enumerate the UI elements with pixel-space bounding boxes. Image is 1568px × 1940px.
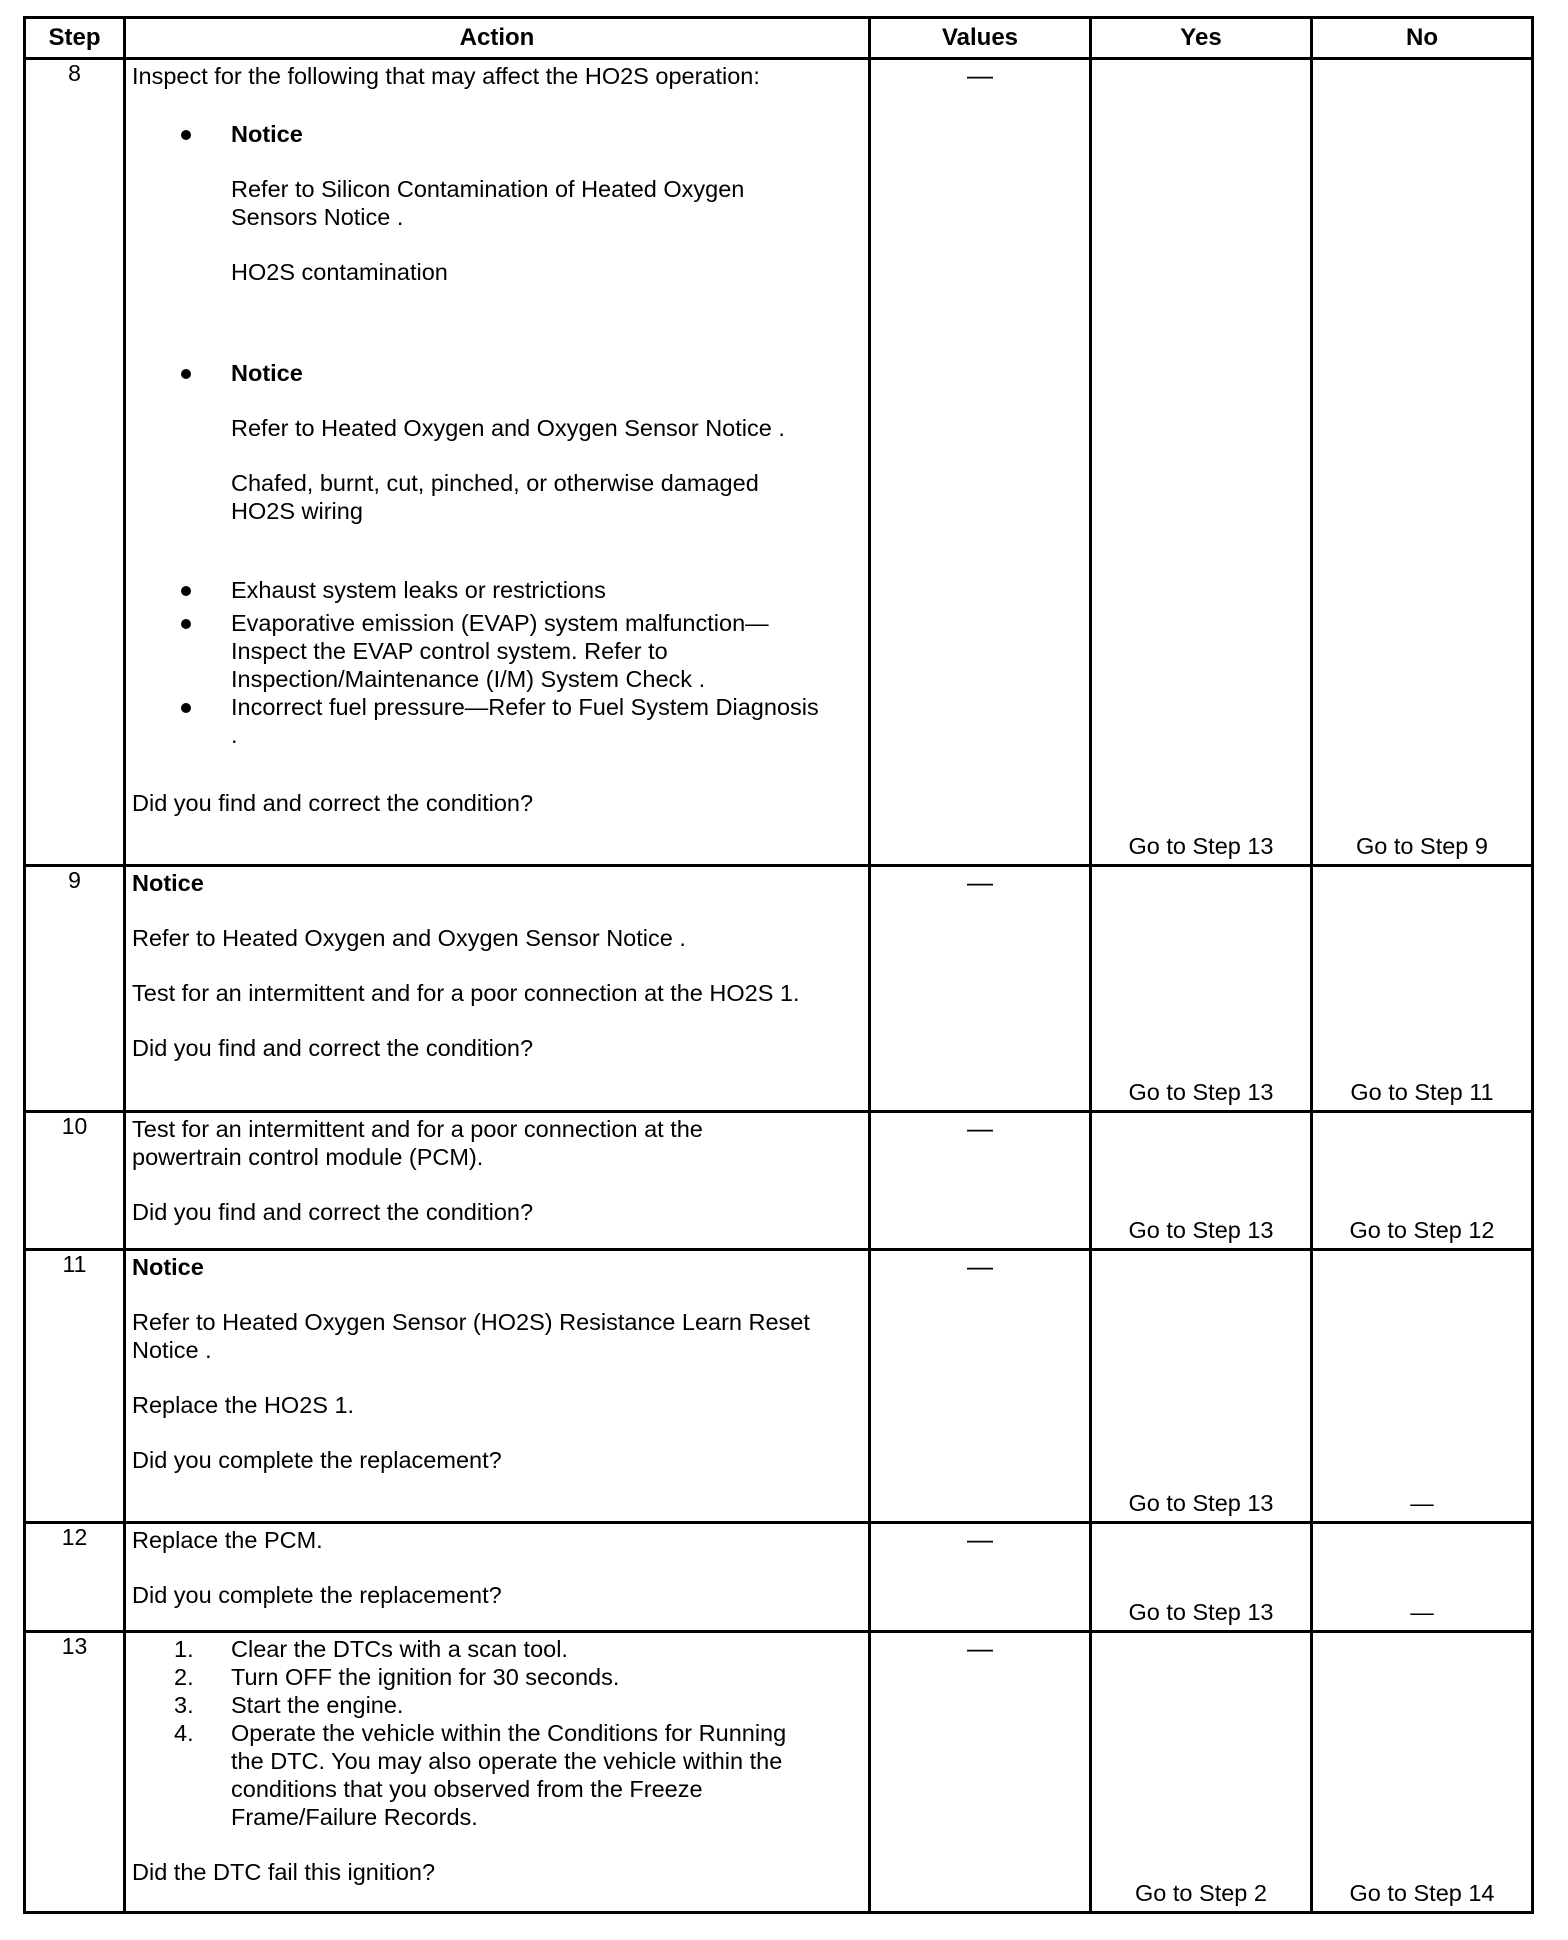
question-text: Did you complete the replacement? [132,1447,502,1473]
yes-link[interactable]: Go to Step 13 [1128,1599,1274,1625]
list-number: 3. [174,1692,194,1718]
action-cell [125,1112,870,1250]
yes-cell [1091,1112,1312,1250]
action-text: Replace the PCM. [132,1527,323,1553]
question-text: Did you find and correct the condition? [132,1035,534,1061]
step-number: 13 [25,1632,125,1913]
values-cell: — [870,1250,1091,1523]
table-row [25,866,1533,1112]
action-text: Refer to Heated Oxygen and Oxygen Sensor Notice . [132,925,686,951]
bullet-icon [181,130,191,140]
yes-cell [1091,866,1312,1112]
values-cell: — [870,1632,1091,1913]
action-text: Exhaust system leaks or restrictions [231,577,606,603]
step-number: 8 [25,59,125,866]
action-text: Refer to Silicon Contamination of Heated Oxygen [231,176,745,202]
no-link[interactable]: Go to Step 11 [1350,1079,1494,1105]
notice-heading: Notice [132,870,204,896]
no-link[interactable]: Go to Step 14 [1349,1880,1495,1906]
yes-link[interactable]: Go to Step 13 [1128,1490,1274,1516]
no-cell [1312,1632,1533,1913]
action-text: Inspect the EVAP control system. Refer to [231,638,668,664]
action-text: . [231,722,238,748]
header-step: Step [25,18,125,59]
yes-link[interactable]: Go to Step 2 [1135,1880,1267,1906]
action-text: HO2S contamination [231,259,448,285]
step-number: 11 [25,1250,125,1523]
header-row [25,18,1533,59]
table-row [25,1250,1533,1523]
action-text: HO2S wiring [231,498,363,524]
yes-link[interactable]: Go to Step 13 [1128,1217,1274,1243]
table-row [25,1112,1533,1250]
table-row [25,1632,1533,1913]
notice-heading: Notice [231,360,303,386]
notice-heading: Notice [231,121,303,147]
no-cell [1312,59,1533,866]
action-text: Frame/Failure Records. [231,1804,478,1830]
diagnostic-table [23,16,1534,1914]
yes-link[interactable]: Go to Step 13 [1128,833,1274,859]
action-text: Inspection/Maintenance (I/M) System Check . [231,666,706,692]
list-number: 2. [174,1664,194,1690]
yes-cell [1091,1632,1312,1913]
action-cell [125,866,870,1112]
action-text: Inspect for the following that may affect the HO2S operation: [132,63,760,89]
no-cell [1312,1112,1533,1250]
list-number: 4. [174,1720,194,1746]
action-cell [125,1523,870,1632]
step-number: 12 [25,1523,125,1632]
action-cell [125,1250,870,1523]
bullet-icon [181,369,191,379]
no-value: — [1410,1599,1434,1625]
no-value: — [1410,1490,1434,1516]
values-cell: — [870,866,1091,1112]
table-row [25,1523,1533,1632]
header-yes: Yes [1091,18,1312,59]
action-text: conditions that you observed from the Freeze [231,1776,703,1802]
action-text: the DTC. You may also operate the vehicle within the [231,1748,783,1774]
list-number: 1. [174,1636,194,1662]
bullet-icon [181,586,191,596]
no-cell [1312,1250,1533,1523]
action-text: Sensors Notice . [231,204,404,230]
action-text: Refer to Heated Oxygen Sensor (HO2S) Resistance Learn Reset [132,1309,810,1335]
action-text: Test for an intermittent and for a poor connection at the HO2S 1. [132,980,800,1006]
yes-cell [1091,1250,1312,1523]
notice-heading: Notice [132,1254,204,1280]
action-text: Incorrect fuel pressure—Refer to Fuel System Diagnosis [231,694,819,720]
yes-cell [1091,1523,1312,1632]
question-text: Did you find and correct the condition? [132,790,534,816]
question-text: Did the DTC fail this ignition? [132,1859,436,1885]
action-text: Start the engine. [231,1692,404,1718]
table-row [25,59,1533,866]
action-text: Turn OFF the ignition for 30 seconds. [231,1664,620,1690]
values-cell: — [870,59,1091,866]
no-link[interactable]: Go to Step 9 [1356,833,1488,859]
question-text: Did you find and correct the condition? [132,1199,534,1225]
action-text: Replace the HO2S 1. [132,1392,355,1418]
no-cell [1312,866,1533,1112]
header-action: Action [125,18,870,59]
values-cell: — [870,1523,1091,1632]
yes-cell [1091,59,1312,866]
action-text: Clear the DTCs with a scan tool. [231,1636,568,1662]
action-cell [125,59,870,866]
step-number: 10 [25,1112,125,1250]
step-number: 9 [25,866,125,1112]
action-text: Operate the vehicle within the Conditions for Running [231,1720,787,1746]
action-text: Evaporative emission (EVAP) system malfunction— [231,610,769,636]
action-text: powertrain control module (PCM). [132,1144,484,1170]
values-cell: — [870,1112,1091,1250]
action-text: Notice . [132,1337,212,1363]
action-cell [125,1632,870,1913]
action-text: Refer to Heated Oxygen and Oxygen Sensor Notice . [231,415,785,441]
action-text: Chafed, burnt, cut, pinched, or otherwise damaged [231,470,759,496]
no-cell [1312,1523,1533,1632]
action-text: Test for an intermittent and for a poor connection at the [132,1116,703,1142]
bullet-icon [181,703,191,713]
no-link[interactable]: Go to Step 12 [1349,1217,1495,1243]
bullet-icon [181,619,191,629]
question-text: Did you complete the replacement? [132,1582,502,1608]
yes-link[interactable]: Go to Step 13 [1128,1079,1274,1105]
header-no: No [1312,18,1533,59]
header-values: Values [870,18,1091,59]
